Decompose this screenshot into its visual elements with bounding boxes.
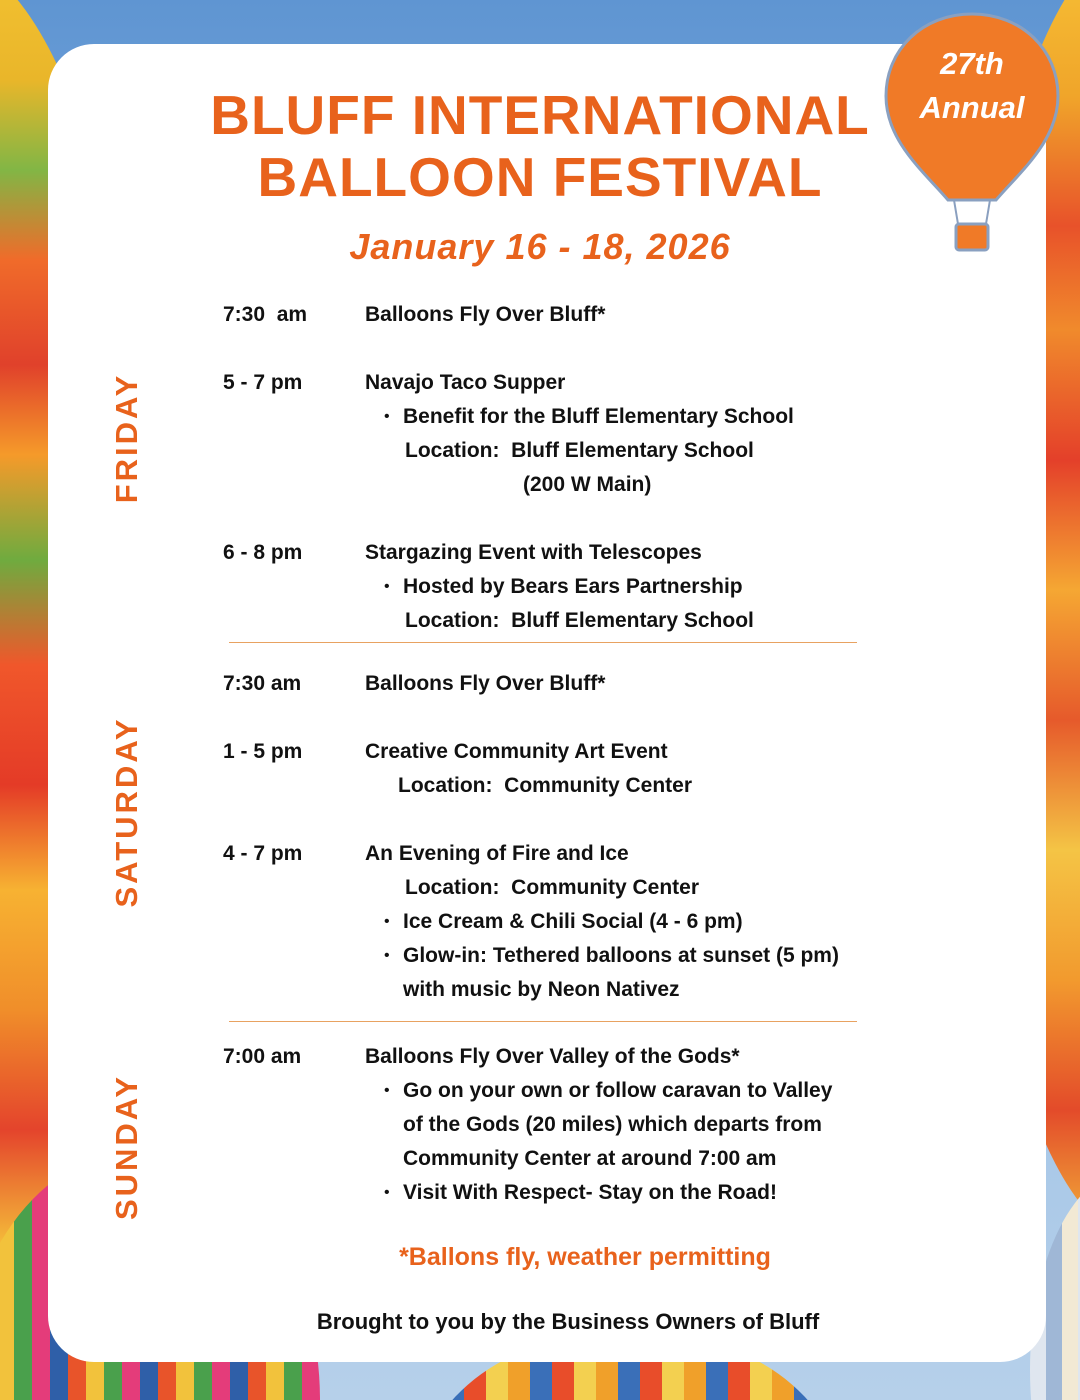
badge-line-2: Annual xyxy=(919,90,1025,125)
event-location: Location: Bluff Elementary School xyxy=(405,609,754,632)
event-time: 7:30 am xyxy=(223,303,308,326)
bullet-icon: • xyxy=(384,913,390,930)
title-line-1: BLUFF INTERNATIONAL xyxy=(210,84,870,146)
event-title: Balloons Fly Over Bluff* xyxy=(365,672,606,695)
title-line-2: BALLOON FESTIVAL xyxy=(257,146,823,208)
weather-note: *Ballons fly, weather permitting xyxy=(399,1243,771,1271)
event-title: An Evening of Fire and Ice xyxy=(365,842,629,865)
bullet-icon: • xyxy=(384,408,390,425)
event-title: Navajo Taco Supper xyxy=(365,371,566,394)
event-bullet: Go on your own or follow caravan to Valley xyxy=(403,1079,833,1102)
event-bullet: Hosted by Bears Ears Partnership xyxy=(403,575,743,598)
event-location: Location: Bluff Elementary School xyxy=(405,439,754,462)
event-time: 5 - 7 pm xyxy=(223,371,303,394)
bullet-icon: • xyxy=(384,1184,390,1201)
event-bullet: Visit With Respect- Stay on the Road! xyxy=(403,1181,777,1204)
event-bullet: Ice Cream & Chili Social (4 - 6 pm) xyxy=(403,910,743,933)
day-label-sunday: SUNDAY xyxy=(109,1073,144,1221)
bullet-icon: • xyxy=(384,947,390,964)
day-divider xyxy=(229,642,857,643)
event-time: 4 - 7 pm xyxy=(223,842,303,865)
event-bullet-continued: of the Gods (20 miles) which departs from xyxy=(403,1113,822,1136)
event-location: Location: Community Center xyxy=(405,876,700,899)
bullet-icon: • xyxy=(384,578,390,595)
day-divider xyxy=(229,1021,857,1022)
event-title: Stargazing Event with Telescopes xyxy=(365,541,702,564)
event-location: Location: Community Center xyxy=(398,774,693,797)
badge-line-1: 27th xyxy=(940,46,1004,81)
page-title xyxy=(0,84,1080,208)
event-address: (200 W Main) xyxy=(523,473,652,496)
event-time: 7:00 am xyxy=(223,1045,302,1068)
event-title: Balloons Fly Over Bluff* xyxy=(365,303,606,326)
event-bullet: Benefit for the Bluff Elementary School xyxy=(403,405,794,428)
event-time: 6 - 8 pm xyxy=(223,541,303,564)
event-time: 1 - 5 pm xyxy=(223,740,303,763)
event-bullet: Glow-in: Tethered balloons at sunset (5 pm) xyxy=(403,944,839,967)
event-bullet-continued: with music by Neon Nativez xyxy=(403,978,680,1001)
event-title: Creative Community Art Event xyxy=(365,740,668,763)
event-time: 7:30 am xyxy=(223,672,302,695)
day-label-saturday: SATURDAY xyxy=(109,716,144,908)
day-label-friday: FRIDAY xyxy=(109,372,144,504)
bullet-icon: • xyxy=(384,1082,390,1099)
event-bullet-continued: Community Center at around 7:00 am xyxy=(403,1147,777,1170)
event-title: Balloons Fly Over Valley of the Gods* xyxy=(365,1045,740,1068)
footer-credit: Brought to you by the Business Owners of Bluff xyxy=(316,1309,820,1334)
festival-dates: January 16 - 18, 2026 xyxy=(349,226,731,267)
